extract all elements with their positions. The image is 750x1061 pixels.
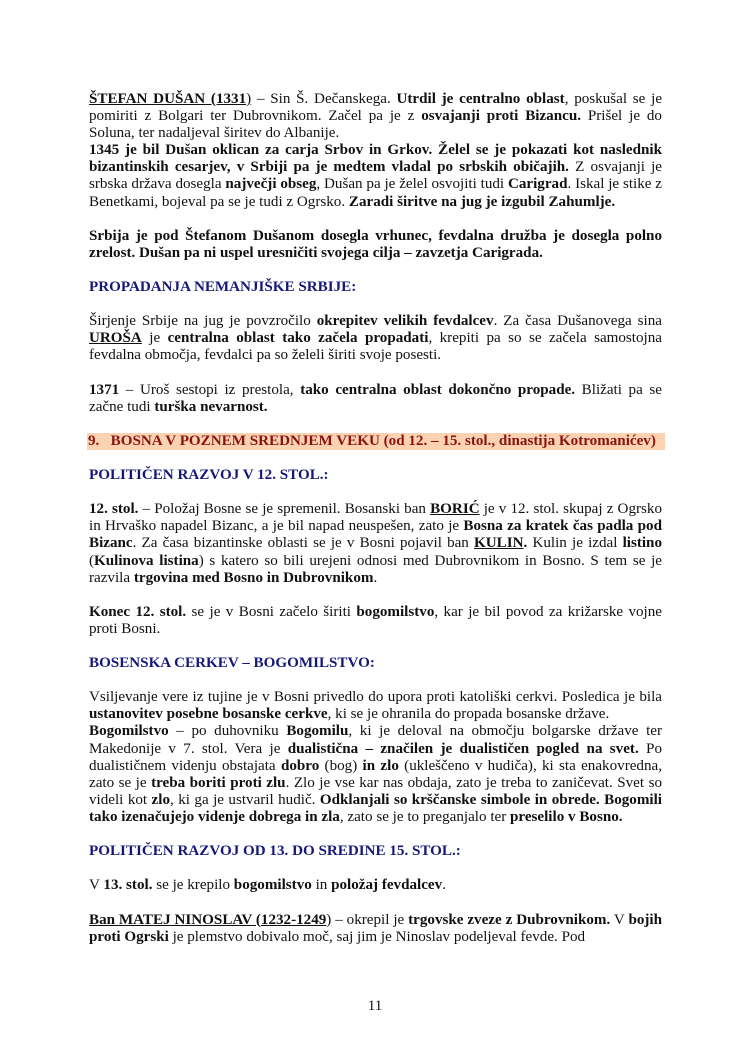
emphasized-text: turška nevarnost. [154, 398, 268, 415]
text-run: . Zlo je vse kar nas obdaja, zato je treba to zaničevat. Svet so videli kot [89, 774, 662, 808]
text-run: Vsiljevanje vere iz tujine je v Bosni privedlo do upora proti katoliški cerkvi. Posledica je bila [89, 689, 662, 706]
text-run: Kulin je izdal [527, 535, 623, 552]
emphasized-text: 1371 [89, 381, 120, 398]
emphasized-text: ) [326, 911, 332, 928]
emphasized-text: Bogomilstvo [89, 723, 169, 740]
emphasized-text: 12. stol. [89, 501, 139, 518]
paragraph [89, 604, 662, 638]
emphasized-text: položaj fevdalcev [331, 877, 443, 894]
emphasized-text: največji obseg [225, 176, 317, 193]
emphasized-text: listino [622, 535, 662, 552]
text-run: ) s katero so bili urejeni odnosi med Dubrovnikom in Bosno. S tem se je razvila [89, 552, 662, 586]
emphasized-text: treba boriti proti zlu [151, 774, 286, 791]
text-run: V [89, 877, 104, 894]
text-run: – Uroš sestopi iz prestola, [119, 381, 301, 398]
paragraph [89, 723, 662, 826]
section-heading [89, 655, 662, 672]
text-run: je v 12. stol. skupaj z Ogrsko in Hrvaško napadel Bizanc, a je bil napad neuspešen, zato je [89, 501, 662, 535]
text-run: Prišel je do Soluna, ter nadaljeval širitev do Albanije. [89, 108, 662, 142]
emphasized-text: Odklanjali so krščanske simbole in obrede. Bogomili tako izenačujejo videnje dobrega in zla [89, 791, 662, 825]
emphasized-text: ŠTEFAN DUŠAN (1331 [89, 91, 247, 107]
text-run: (bog) [319, 757, 363, 774]
text-run: POLITIČEN RAZVOJ OD 13. DO SREDINE 15. STOL.: [89, 843, 461, 860]
text-run: – okrepil je [331, 911, 409, 928]
emphasized-text: dualistična – značilen je dualističen pogled na svet. [287, 740, 639, 757]
text-run: . [373, 569, 378, 586]
text-run: – Sin Š. Dečanskega. [251, 91, 397, 107]
emphasized-text: trgovina med Bosno in Dubrovnikom [133, 569, 374, 586]
emphasized-text: dobro [280, 757, 320, 774]
paragraph [89, 382, 662, 416]
chapter-heading [87, 433, 665, 450]
text-run: , poskušal se je pomiriti z Bolgari ter Dubrovnikom. Začel pa je z [89, 91, 663, 125]
paragraph [89, 689, 662, 723]
document-page [89, 91, 662, 963]
paragraph [89, 142, 662, 210]
emphasized-text: Carigrad [507, 176, 568, 193]
paragraph [89, 91, 662, 142]
text-run: V [610, 911, 629, 928]
text-run: , krepiti pa so se začela samostojna fevdalna območja, fevdalci pa so želeli širiti svoje posesti. [89, 330, 662, 364]
text-run: se je krepilo [152, 877, 234, 894]
emphasized-text: Bogomilu [286, 723, 349, 740]
emphasized-text: 13. stol. [103, 877, 153, 894]
section-heading [89, 279, 662, 296]
text-run: Z osvajanji je srbska država dosegla [89, 159, 663, 193]
emphasized-text: okrepitev velikih fevdalcev [316, 313, 494, 330]
emphasized-text: preselilo v Bosno. [510, 808, 623, 825]
text-run: se je v Bosni začelo širiti [186, 603, 357, 620]
text-run: , zato se je to preganjalo ter [339, 808, 511, 825]
emphasized-text: Kulinova listina [94, 552, 199, 569]
text-run: Bližati pa se začne tudi [89, 381, 662, 415]
emphasized-text: Bosna za kratek čas padla pod Bizanc [89, 518, 662, 552]
section-heading [89, 467, 662, 484]
text-run: . Za časa bizantinske oblasti se je v Bosni pojavil ban [132, 535, 475, 552]
text-run: , Dušan pa je želel osvojiti tudi [316, 176, 508, 193]
text-run: . Za časa Dušanovega sina [493, 313, 662, 330]
emphasized-text: trgovske zveze z Dubrovnikom. [408, 911, 611, 928]
emphasized-text: BORIĆ [430, 501, 480, 518]
paragraph [89, 228, 662, 262]
emphasized-text: centralna oblast tako začela propadati [167, 330, 429, 347]
emphasized-text: ustanovitev posebne bosanske cerkve [89, 706, 328, 723]
text-run: 9. BOSNA V POZNEM SREDNJEM VEKU (od 12. – 15. stol., dinastija Kotromanićev) [88, 432, 656, 449]
text-run: in [311, 877, 332, 894]
emphasized-text: bojih proti Ogrski [89, 911, 662, 945]
section-heading [89, 843, 662, 860]
text-run: – po duhovniku [168, 723, 287, 740]
emphasized-text: UROŠA [89, 330, 142, 347]
text-run: PROPADANJA NEMANJIŠKE SRBIJE: [89, 279, 357, 296]
text-run: , ki se je ohranila do propada bosanske države. [327, 706, 610, 723]
emphasized-text: bogomilstvo [356, 603, 435, 620]
emphasized-text: bogomilstvo [233, 877, 312, 894]
emphasized-text: Utrdil je centralno oblast [396, 91, 565, 107]
text-run: , ki je deloval na območju bolgarske države ter Makedonije v 7. stol. Vera je [89, 723, 662, 757]
text-run: . [442, 877, 446, 894]
emphasized-text: osvajanji proti Bizancu. [421, 108, 581, 125]
emphasized-text: 1345 je bil Dušan oklican za carja Srbov in Grkov. Želel se je pokazati kot naslednik bizantinskih cesarjev, v Srbiji pa je medtem vladal po srbskih običajih. [89, 142, 662, 176]
text-run: ( [89, 552, 95, 569]
text-run: je [141, 330, 168, 347]
text-run: (ukleščeno v hudiča), ki sta enakovredna, zato se je [89, 757, 662, 791]
text-run: . Iskal je stike z Benetkami, bojeval pa se je tudi z Ogrsko. [89, 176, 662, 210]
text-run: BOSENSKA CERKEV – BOGOMILSTVO: [89, 655, 375, 672]
emphasized-text: zlo [151, 791, 170, 808]
text-run: – Položaj Bosne se je spremenil. Bosanski ban [138, 501, 431, 518]
text-run: , ki ga je ustvaril hudič. [170, 791, 320, 808]
text-run: Po dualističnem videnju obstajata [89, 740, 662, 774]
emphasized-text: Ban MATEJ NINOSLAV (1232-1249 [89, 911, 327, 928]
emphasized-text: Zaradi širitve na jug je izgubil Zahumlje. [348, 193, 616, 210]
paragraph [89, 313, 662, 364]
text-run: je plemstvo dobivalo moč, saj jim je Ninoslav podeljeval fevde. Pod [168, 928, 586, 945]
emphasized-text: Konec 12. stol. [89, 603, 187, 620]
paragraph [89, 877, 662, 894]
emphasized-text: Srbija je pod Štefanom Dušanom dosegla vrhunec, fevdalna družba je dosegla polno zrelost. Dušan pa ni uspel uresničiti svojega cilja – zavzetja Carigrada. [89, 227, 662, 261]
text-run: POLITIČEN RAZVOJ V 12. STOL.: [89, 467, 329, 484]
emphasized-text: . [523, 535, 528, 552]
emphasized-text: in zlo [362, 757, 399, 774]
emphasized-text: tako centralna oblast dokončno propade. [300, 381, 576, 398]
text-run: Širjenje Srbije na jug je povzročilo [89, 313, 317, 330]
paragraph [89, 912, 662, 946]
text-run: , kar je bil povod za križarske vojne proti Bosni. [89, 603, 662, 637]
paragraph [89, 501, 662, 586]
emphasized-text: KULIN [474, 535, 524, 552]
page-number: 11 [367, 998, 383, 1014]
emphasized-text: ) [246, 91, 252, 107]
